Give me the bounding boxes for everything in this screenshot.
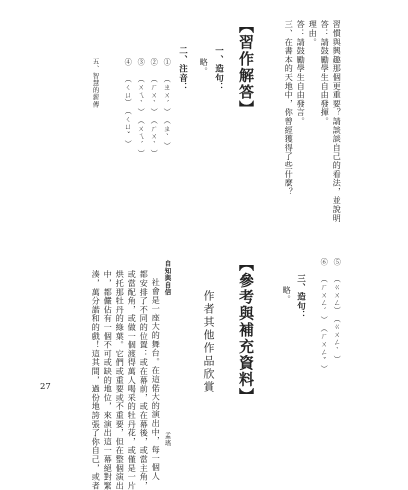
ex2-item: ② （ㄏㄨˋ） （ㄏㄨˋ） [150,58,160,158]
q-answer-line: 答：請鼓勵學生自由發揮。 [320,20,331,126]
essay-line: 中，都儼佔有一個不可或缺的地位，來演出這一幕絕對緊 [103,270,114,490]
reference-subtitle: 作者其他作品欣賞 [202,290,215,394]
ex1-label: 一、造句： [213,46,224,92]
q-line: 習慣與興趣那個更重要？請談談自己的看法，並說明 [332,20,343,223]
essay-title: 自知與自信 [163,260,172,296]
essay-line: 烘托那牡丹的綠葉。它們或重要或不重要，但在整個演出 [115,270,126,490]
essay-line: 社會是一座大的舞台。在這偌大的演出中，每一個人 [151,278,162,481]
exercise-heading: 【習作解答】 [237,18,255,117]
essay-line: 或當配角，或做一個渡得萬人喝采的牡丹花，或僅是一片 [127,270,138,490]
essay-author: 孟瑤 [163,432,172,447]
reference-heading: 【參考與補充資料】 [237,256,255,405]
ex3-label: 三、造句： [295,274,306,320]
page-number: 27 [40,382,51,392]
essay-line: 湊，萬分諧和的戲！這其間，過份地誇張了你自己，或者 [91,270,102,490]
ex2-item: ⑥ （ㄏㄨㄥˊ） （ㄏㄨㄥˇ） [320,258,330,374]
ex2-item: ⑤ （ㄍㄨㄥ） （ㄍㄨㄥˋ） [333,258,343,364]
ex2-item: ④ （ㄑㄩ） （ㄑㄩˇ） [124,58,134,148]
ex3-answer: 略。 [282,286,293,304]
q3-line: 三、在書本的天地中，你曾經獲得了些什麼？ [284,20,295,196]
q-line: 理由。 [308,20,319,47]
essay-line: 都安排了不同的位置：或在幕前，或在幕後，或當主角， [139,270,150,490]
ex2-item: ③ （ㄨㄟˋ） （ㄨㄟˊ） [137,58,147,158]
ex2-label: 二、注音： [177,46,188,92]
footer-label: 五、智慧的薪傳 [91,58,100,108]
ex2-item: ① （ㄓㄨˊ） （ㄓˋ） [163,58,173,150]
q-answer-line: 答：請鼓勵學生自由發言。 [296,20,307,126]
ex1-answer: 略。 [199,58,210,76]
